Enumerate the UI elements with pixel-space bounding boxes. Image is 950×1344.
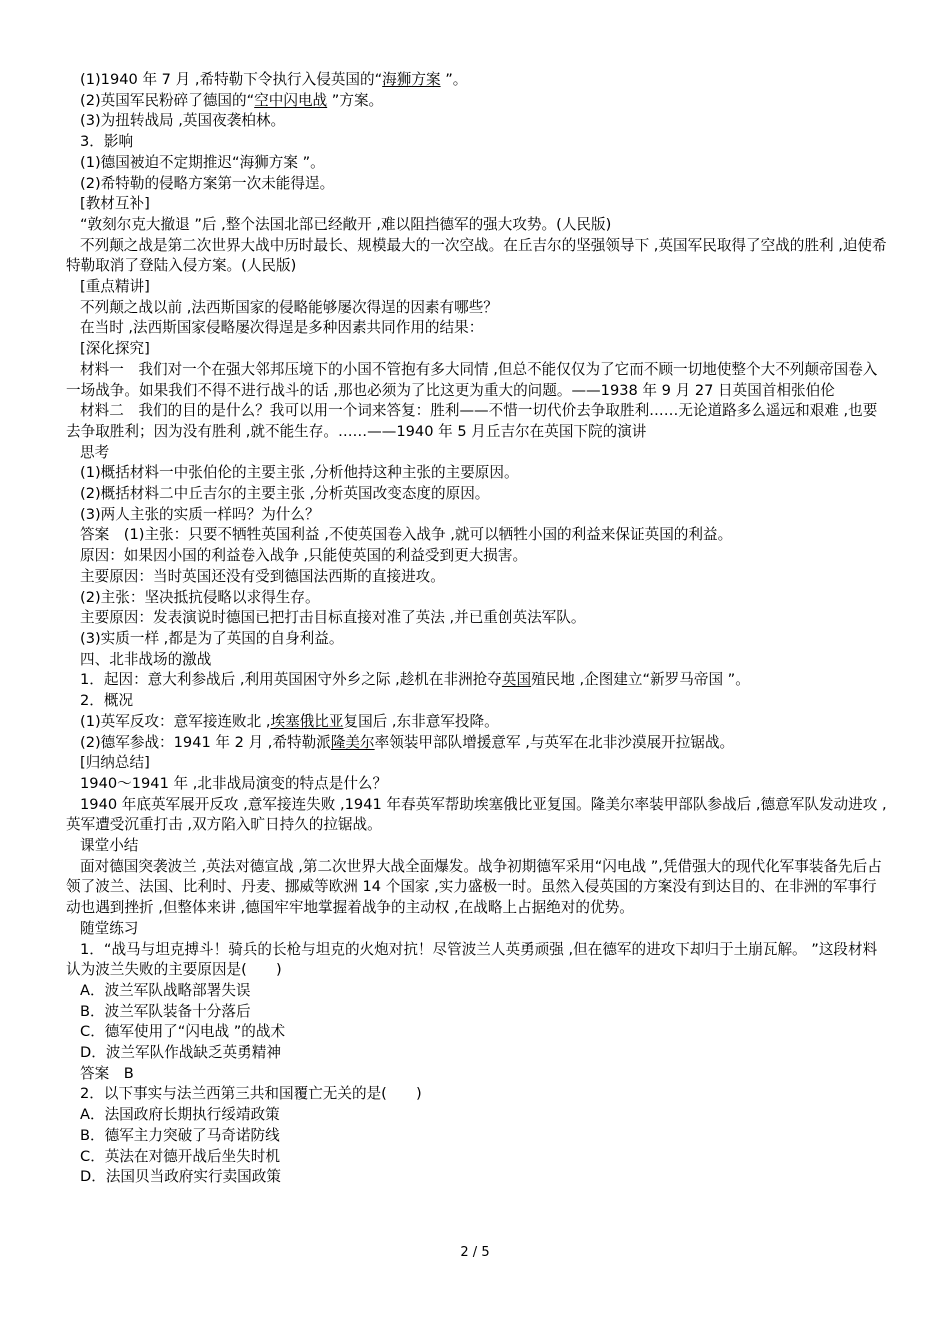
text-span: (1)1940 年 7 月 ,希特勒下令执行入侵英国的“ xyxy=(80,71,383,88)
text-line: (3)两人主张的实质一样吗？为什么？ xyxy=(80,505,320,523)
text-line: 原因：如果因小国的利益卷入战争 ,只能使英国的利益受到更大损害。 xyxy=(80,547,528,565)
text-line: “敦刻尔克大撤退 ”后 ,整个法国北部已经敞开 ,难以阻挡德军的强大攻势。(人民版) xyxy=(80,215,612,233)
text-line: (2)概括材料二中丘吉尔的主要主张 ,分析英国改变态度的原因。 xyxy=(80,485,490,503)
text-line: 不列颠之战以前 ,法西斯国家的侵略能够屡次得逞的因素有哪些？ xyxy=(80,298,498,316)
text-line: (3)为扭转战局 ,英国夜袭柏林。 xyxy=(80,112,286,130)
answer-key: 答案 B xyxy=(80,1064,134,1082)
text-line: 3．影响 xyxy=(80,133,134,151)
text-line: (2)主张：坚决抵抗侵略以求得生存。 xyxy=(80,588,320,606)
document-body xyxy=(66,70,888,1188)
text-span: (1)英军反攻：意军接连败北 , xyxy=(80,712,271,730)
section-label: 随堂练习 xyxy=(80,919,139,937)
section-heading: 四、北非战场的激战 xyxy=(80,650,212,668)
text-line: 2．概况 xyxy=(80,692,134,710)
paragraph: 材料一 我们对一个在强大邻邦压境下的小国不管抱有多大同情 ,但总不能仅仅为了它而不顾一切地使整个大不列颠帝国卷入一场战争。如果我们不得不进行战斗的话 ,那也必须为了比这更为重大的问题。——1938 年 9 月 27 日英国首相张伯伦 xyxy=(66,360,878,399)
text-line: (3)实质一样 ,都是为了英国的自身利益。 xyxy=(80,629,344,647)
answer-option: B．波兰军队装备十分落后 xyxy=(80,1002,251,1020)
text-line: 主要原因：发表演说时德国已把打击目标直接对准了英法 ,并已重创英法军队。 xyxy=(80,609,586,627)
question: 2．以下事实与法兰西第三共和国覆亡无关的是( ) xyxy=(80,1085,422,1103)
text-line: (1)概括材料一中张伯伦的主要主张 ,分析他持这种主张的主要原因。 xyxy=(80,464,519,482)
underlined-term: 埃塞俄比亚 xyxy=(270,712,344,730)
text-line: (2)希特勒的侵略方案第一次未能得逞。 xyxy=(80,174,335,192)
section-label: 思考 xyxy=(80,443,110,461)
text-span: (2)德军参战：1941 年 2 月 ,希特勒派 xyxy=(80,733,331,751)
text-span: 复国后 ,东非意军投降。 xyxy=(343,712,499,730)
text-span: 殖民地 ,企图建立“新罗马帝国 ”。 xyxy=(531,671,750,689)
section-label: [深化探究] xyxy=(80,340,150,358)
text-line: 答案 (1)主张：只要不牺牲英国利益 ,不使英国卷入战争 ,就可以牺牲小国的利益来保证英国的利益。 xyxy=(80,526,733,544)
underlined-term: 空中闪电战 xyxy=(254,91,328,109)
text-span: ”方案。 xyxy=(327,91,384,109)
answer-option: D．波兰军队作战缺乏英勇精神 xyxy=(80,1044,281,1062)
text-line xyxy=(66,733,888,754)
text-span: ”。 xyxy=(440,71,468,88)
text-span: 率领装甲部队增援意军 ,与英军在北非沙漠展开拉锯战。 xyxy=(374,733,735,751)
paragraph: 1940 年底英军展开反攻 ,意军接连失败 ,1941 年春英军帮助埃塞俄比亚复国。隆美尔率装甲部队参战后 ,德意军队发动进攻 ,英军遭受沉重打击 ,双方陷入旷日持久的拉锯战。 xyxy=(66,795,887,834)
text-line xyxy=(66,712,888,733)
paragraph: 面对德国突袭波兰 ,英法对德宣战 ,第二次世界大战全面爆发。战争初期德军采用“闪电战 ”,凭借强大的现代化军事装备先后占领了波兰、法国、比利时、丹麦、挪威等欧洲 14 个国家 ,实力盛极一时。虽然入侵英国的方案没有到达目的、在非洲的军事行动也遇到挫折 ,但整体来讲 ,德国牢牢地掌握着战争的主动权 ,在战略上占据绝对的优势。 xyxy=(66,857,882,917)
text-line xyxy=(66,70,888,91)
paragraph: 材料二 我们的目的是什么？我可以用一个词来答复：胜利——不惜一切代价去争取胜利……无论道路多么遥远和艰难 ,也要去争取胜利；因为没有胜利 ,就不能生存。……——1940 年 5 月丘吉尔在英国下院的演讲 xyxy=(66,402,878,440)
text-line: 主要原因：当时英国还没有受到德国法西斯的直接进攻。 xyxy=(80,567,445,585)
underlined-term: 海狮方案 xyxy=(382,71,441,88)
answer-option: A．法国政府长期执行绥靖政策 xyxy=(80,1106,280,1124)
question: 1．“战马与坦克搏斗！骑兵的长枪与坦克的火炮对抗！尽管波兰人英勇顽强 ,但在德军的进攻下却归于土崩瓦解。 ”这段材料认为波兰失败的主要原因是( ) xyxy=(66,940,878,979)
paragraph: 不列颠之战是第二次世界大战中历时最长、规模最大的一次空战。在丘吉尔的坚强领导下 ,英国军民取得了空战的胜利 ,迫使希特勒取消了登陆入侵方案。(人民版) xyxy=(66,236,887,275)
underlined-term: 隆美尔 xyxy=(330,733,375,751)
section-label: [归纳总结] xyxy=(80,754,150,772)
answer-option: B．德军主力突破了马奇诺防线 xyxy=(80,1126,280,1144)
section-label: 课堂小结 xyxy=(80,837,139,855)
text-span: 1．起因：意大利参战后 ,利用英国困守外乡之际 ,趁机在非洲抢夺 xyxy=(80,671,502,689)
answer-option: C．德军使用了“闪电战 ”的战术 xyxy=(80,1023,286,1041)
text-line: (1)德国被迫不定期推迟“海狮方案 ”。 xyxy=(80,153,325,171)
text-line xyxy=(66,91,888,112)
text-line xyxy=(66,670,888,691)
page-number: 2 / 5 xyxy=(460,1245,490,1260)
answer-option: A．波兰军队战略部署失误 xyxy=(80,981,251,999)
text-line: 1940～1941 年 ,北非战局演变的特点是什么？ xyxy=(80,774,388,792)
text-line: 在当时 ,法西斯国家侵略屡次得逞是多种因素共同作用的结果： xyxy=(80,319,484,337)
answer-option: D．法国贝当政府实行卖国政策 xyxy=(80,1168,281,1186)
answer-option: C．英法在对德开战后坐失时机 xyxy=(80,1147,280,1165)
text-span: (2)英国军民粉碎了德国的“ xyxy=(80,91,255,109)
section-label: [教材互补] xyxy=(80,195,150,213)
underlined-term: 英国 xyxy=(501,671,532,689)
section-label: [重点精讲] xyxy=(80,278,150,296)
